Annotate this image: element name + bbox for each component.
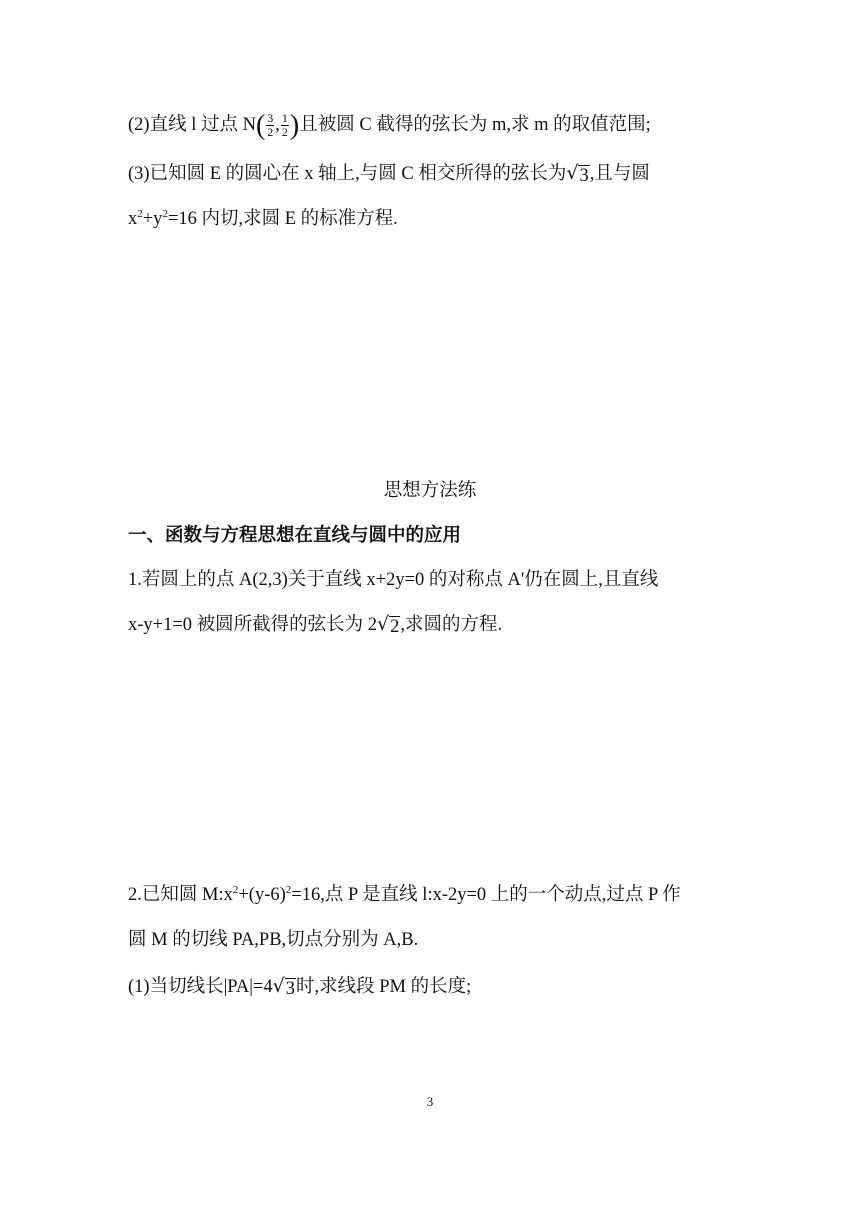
text: =16 内切,求圆 E 的标准方程. — [167, 209, 398, 229]
text: (2)直线 l 过点 N — [128, 115, 256, 135]
radical-sign: √ — [377, 613, 390, 635]
section-heading: 一、函数与方程思想在直线与圆中的应用 — [128, 525, 462, 546]
sqrt-argument: 3 — [285, 979, 295, 999]
superscript: 2 — [162, 208, 168, 220]
text: =16,点 P 是直线 l:x-2y=0 上的一个动点,过点 P 作 — [291, 885, 681, 905]
problem-2-line-2: 圆 M 的切线 PA,PB,切点分别为 A,B. — [128, 930, 419, 950]
text: +(y-6) — [238, 885, 286, 905]
fraction-denominator: 2 — [281, 125, 288, 140]
fraction-1-2 — [281, 112, 289, 139]
text: x-y+1=0 被圆所截得的弦长为 2 — [128, 615, 378, 635]
fraction-numerator: 1 — [281, 111, 288, 126]
text: 时,求线段 PM 的长度; — [295, 977, 472, 997]
question-line-2 — [128, 109, 651, 141]
superscript: 2 — [137, 208, 143, 220]
problem-2-line-3 — [128, 973, 471, 1000]
fraction-numerator: 3 — [267, 111, 274, 126]
sqrt-3 — [566, 160, 589, 186]
text: 2.已知圆 M:x — [128, 885, 233, 905]
text: 且被圆 C 截得的弦长为 m,求 m 的取值范围; — [299, 115, 651, 135]
text: (1)当切线长|PA|=4 — [128, 977, 273, 997]
fraction-3-2 — [266, 112, 274, 139]
sqrt-2 — [377, 611, 400, 637]
text: ,且与圆 — [589, 164, 650, 184]
section-title: 思想方法练 — [383, 481, 477, 501]
text: +y — [142, 209, 163, 229]
radical-sign: √ — [272, 975, 285, 997]
text: x — [128, 209, 138, 229]
superscript: 2 — [285, 884, 292, 896]
problem-1-line-2 — [128, 611, 502, 638]
sqrt-argument: 2 — [390, 617, 400, 637]
fraction-denominator: 2 — [267, 125, 274, 140]
text: (3)已知圆 E 的圆心在 x 轴上,与圆 C 相交所得的弦长为 — [128, 164, 567, 184]
sqrt-3 — [273, 973, 296, 999]
page-number: 3 — [426, 1094, 434, 1109]
sqrt-argument: 3 — [579, 166, 589, 186]
superscript: 2 — [232, 884, 239, 896]
problem-1-line-1: 1.若圆上的点 A(2,3)关于直线 x+2y=0 的对称点 A'仍在圆上,且直线 — [128, 570, 659, 590]
text: ,求圆的方程. — [400, 615, 503, 635]
question-line-3b — [128, 206, 398, 232]
question-line-3 — [128, 160, 650, 187]
problem-2-line-1 — [128, 882, 681, 908]
radical-sign: √ — [566, 162, 579, 184]
left-paren: ( — [255, 109, 266, 141]
right-paren: ) — [289, 109, 300, 141]
comma: , — [275, 115, 280, 135]
